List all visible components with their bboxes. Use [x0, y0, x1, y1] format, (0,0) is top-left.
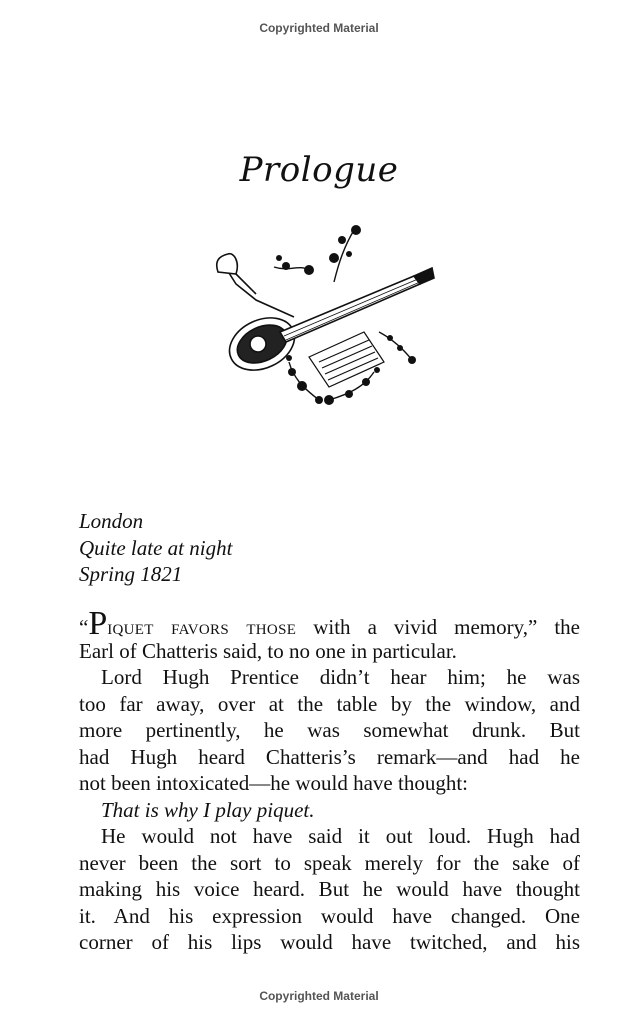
- drop-letter: P: [88, 605, 108, 642]
- body-line-1: [79, 605, 580, 642]
- body-line-7: not been intoxicated—he would have thought:: [79, 771, 468, 795]
- line1-rest: with a vivid memory,” the: [296, 615, 580, 639]
- body-line-12: it. And his expression would have changed. One: [79, 903, 580, 928]
- setting-block: [79, 508, 580, 588]
- body-line-4: too far away, over at the table by the window, and: [79, 691, 580, 716]
- body-line-11: making his voice heard. But he would have thought: [79, 877, 580, 901]
- body-line-5: more pertinently, he was somewhat drunk. But: [79, 718, 580, 742]
- body-line-10: never been the sort to speak merely for the sake of: [79, 850, 580, 875]
- setting-place: London: [79, 509, 144, 533]
- open-quote: “: [79, 615, 89, 639]
- setting-date: Spring 1821: [79, 562, 183, 586]
- body-line-3: Lord Hugh Prentice didn’t hear him; he was: [101, 665, 580, 689]
- small-caps-lead: iquet favors those: [107, 615, 297, 639]
- body-line-9: He would not have said it out loud. Hugh had: [101, 824, 580, 848]
- body-text: [79, 605, 580, 956]
- body-line-6: had Hugh heard Chatteris’s remark—and had he: [79, 744, 580, 769]
- body-line-8: That is why I play piquet.: [101, 797, 315, 822]
- body-line-13: corner of his lips would have twitched, and his: [79, 930, 580, 954]
- body-line-2: Earl of Chatteris said, to no one in particular.: [79, 638, 457, 663]
- instruments-ornament-icon: [214, 222, 438, 416]
- header-copyright: Copyrighted Material: [259, 21, 379, 35]
- chapter-title: Prologue: [239, 150, 399, 190]
- setting-time: Quite late at night: [79, 535, 233, 560]
- footer-copyright: Copyrighted Material: [259, 989, 379, 1003]
